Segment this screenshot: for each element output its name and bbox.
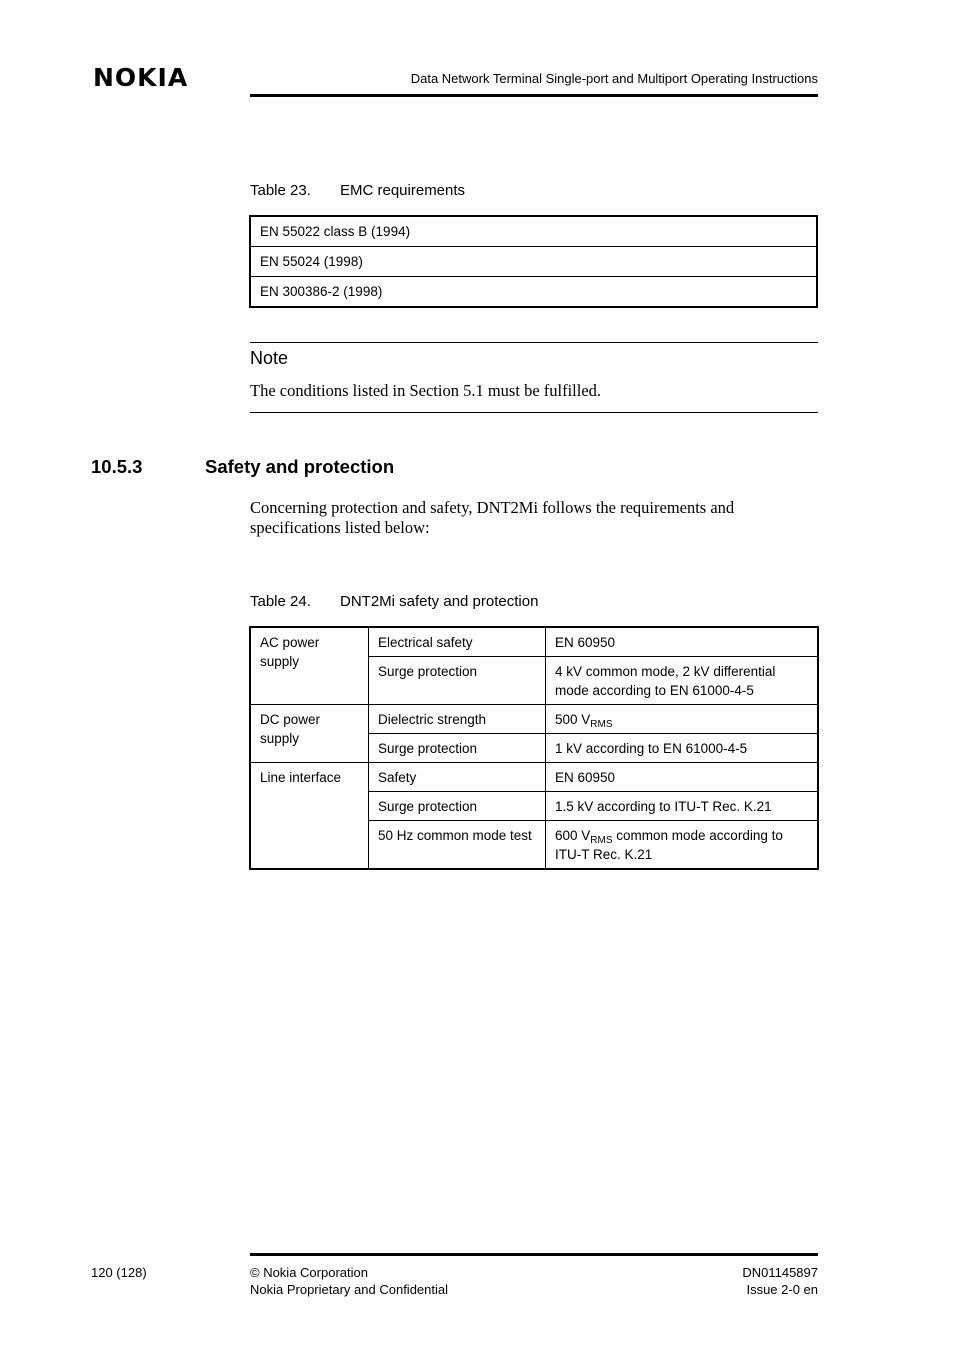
footer-rule — [250, 1253, 818, 1256]
table-cell: EN 55022 class B (1994) — [260, 224, 411, 239]
document-id: DN01145897 — [742, 1265, 818, 1280]
table-row — [250, 763, 818, 792]
table-row — [250, 277, 817, 308]
table-cell: EN 300386-2 (1998) — [250, 277, 817, 308]
table-row — [250, 705, 818, 734]
note-rule-top — [250, 342, 818, 343]
spec-cell: 1 kV according to EN 61000-4-5 — [546, 734, 819, 763]
spec-cell: EN 60950 — [546, 627, 819, 657]
nokia-logo: NOKIA — [93, 63, 189, 92]
item-cell: Surge protection — [369, 734, 546, 763]
section-paragraph: Concerning protection and safety, DNT2Mi follows the requirements and specifications listed below: — [250, 498, 735, 537]
item-cell: Surge protection — [369, 792, 546, 821]
spec-cell: 4 kV common mode, 2 kV differential mode according to EN 61000-4-5 — [546, 657, 819, 705]
item-cell: Dielectric strength — [369, 705, 546, 734]
safety-protection-table — [249, 626, 819, 870]
table23-title: EMC requirements — [340, 182, 466, 199]
emc-requirements-table — [249, 215, 818, 308]
item-cell: 50 Hz common mode test — [369, 821, 546, 870]
spec-suffix: common mode according to ITU-T Rec. K.21 — [555, 828, 783, 862]
table23-caption — [250, 182, 465, 199]
page-number: 120 (128) — [91, 1265, 147, 1280]
spec-value: 500 V — [555, 712, 591, 727]
issue-number: Issue 2-0 en — [746, 1282, 818, 1297]
item-cell: Surge protection — [369, 657, 546, 705]
note-text: The conditions listed in Section 5.1 must be fulfilled. — [250, 381, 602, 400]
item-cell: Safety — [369, 763, 546, 792]
table24-number: Table 24. — [250, 593, 311, 610]
header-rule — [250, 94, 818, 97]
spec-cell — [546, 705, 819, 734]
footer-confidential: Nokia Proprietary and Confidential — [250, 1282, 448, 1297]
document-title: Data Network Terminal Single-port and Multiport Operating Instructions — [410, 71, 818, 86]
spec-value: 600 V — [555, 828, 591, 843]
note-heading: Note — [250, 348, 289, 368]
item-cell: Electrical safety — [369, 627, 546, 657]
spec-subscript: RMS — [590, 835, 613, 846]
spec-cell: EN 60950 — [546, 763, 819, 792]
section-title: Safety and protection — [205, 456, 395, 477]
section-number: 10.5.3 — [91, 456, 143, 477]
spec-cell: 1.5 kV according to ITU-T Rec. K.21 — [546, 792, 819, 821]
table-row — [250, 247, 817, 277]
footer-copyright: © Nokia Corporation — [250, 1265, 368, 1280]
category-cell: AC power supply — [250, 627, 369, 705]
spec-subscript: RMS — [590, 719, 613, 730]
note-rule-bottom — [250, 412, 818, 413]
table-row — [250, 627, 818, 657]
category-cell: Line interface — [250, 763, 369, 870]
table24-caption — [250, 593, 538, 610]
table-row — [250, 216, 817, 247]
table-cell: EN 55024 (1998) — [250, 247, 817, 277]
category-cell: DC power supply — [250, 705, 369, 763]
spec-cell — [546, 821, 819, 870]
table23-number: Table 23. — [250, 182, 311, 199]
table24-title: DNT2Mi safety and protection — [340, 593, 539, 610]
